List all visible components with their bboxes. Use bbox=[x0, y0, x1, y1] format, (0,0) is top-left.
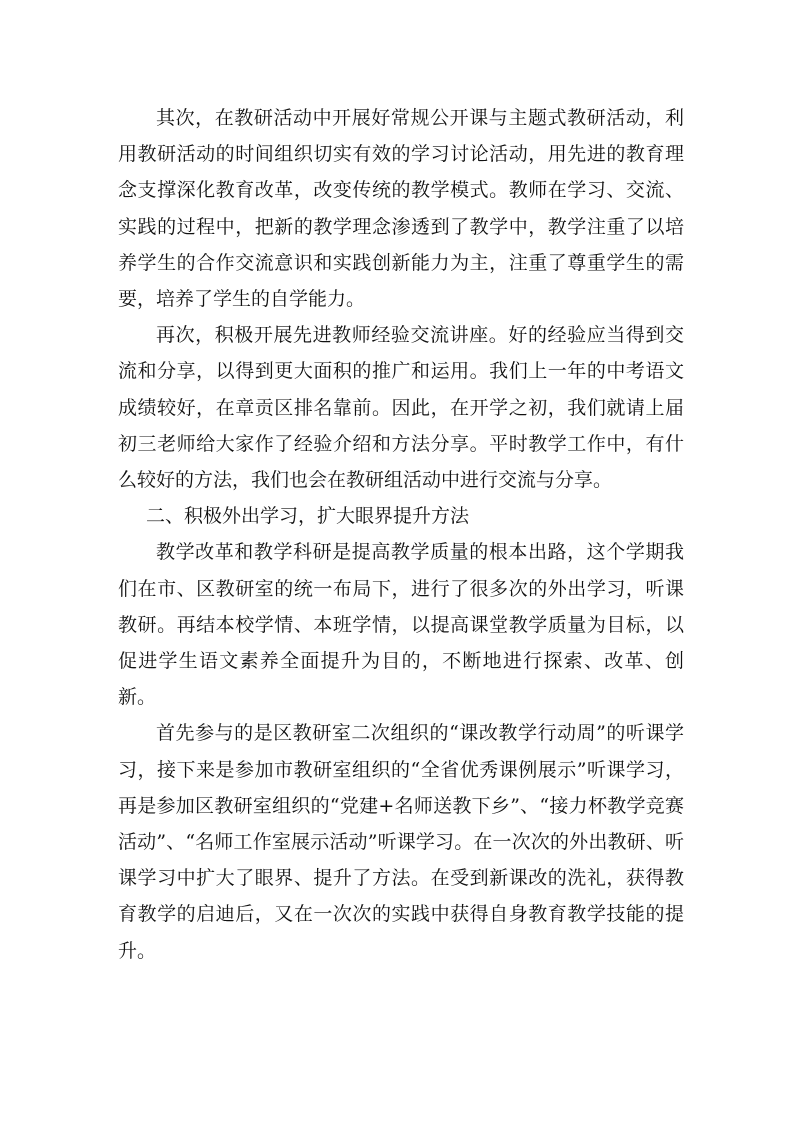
section-heading: 二、积极外出学习，扩大眼界提升方法 bbox=[146, 505, 470, 528]
paragraph-teaching-research: 其次，在教研活动中开展好常规公开课与主题式教研活动，利用教研活动的时间组织切实有效的学习讨论活动，用先进的教育理念支撑深化教育改革，改变传统的教学模式。教师在学习、交流、实践的过程中，把新的教学理念渗透到了教学中，教学注重了以培养学生的合作交流意识和实践创新能力为主，注重了尊重学生的需要，培养了学生的自学能力。 bbox=[118, 107, 684, 311]
paragraph-reform-research: 教学改革和教学科研是提高教学质量的根本出路，这个学期我们在市、区教研室的统一布局下，进行了很多次的外出学习，听课教研。再结本校学情、本班学情，以提高课堂教学质量为目标，以促进学生语文素养全面提升为目的，不断地进行探索、改革、创新。 bbox=[118, 541, 684, 709]
paragraph-experience-exchange: 再次，积极开展先进教师经验交流讲座。好的经验应当得到交流和分享，以得到更大面积的推广和运用。我们上一年的中考语文成绩较好，在章贡区排名靠前。因此，在开学之初，我们就请上届初三老师给大家作了经验介绍和方法分享。平时教学工作中，有什么较好的方法，我们也会在教研组活动中进行交流与分享。 bbox=[118, 324, 684, 492]
document-body bbox=[118, 100, 684, 969]
paragraph-external-learning: 首先参与的是区教研室二次组织的“课改教学行动周”的听课学习，接下来是参加市教研室组织的“全省优秀课例展示”听课学习，再是参加区教研室组织的“党建+名师送教下乡”、“接力杯教学竞赛活动”、“名师工作室展示活动”听课学习。在一次次的外出教研、听课学习中扩大了眼界、提升了方法。在受到新课改的洗礼，获得教育教学的启迪后，又在一次次的实践中获得自身教育教学技能的提升。 bbox=[118, 722, 684, 962]
